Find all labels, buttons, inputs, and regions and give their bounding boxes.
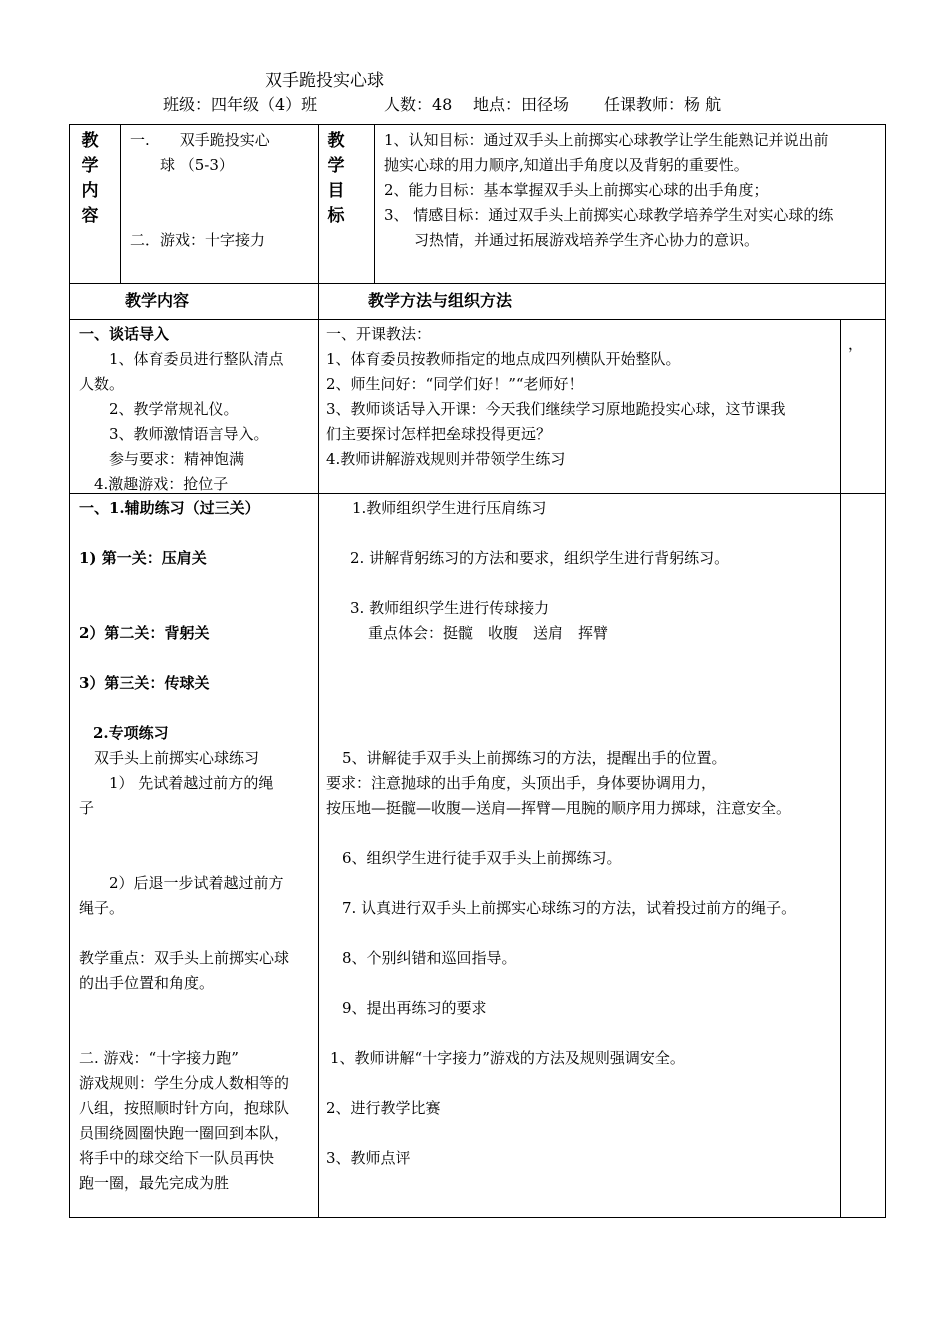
row1-mid-line: 2、师生问好：“同学们好！”“老师好！ <box>326 375 584 393</box>
content-item-2: 二．游戏：十字接力 <box>130 231 266 249</box>
game-rule-line: 跑一圈，最先完成为胜 <box>79 1174 230 1192</box>
method-line: 5、讲解徒手双手头上前掷练习的方法，提醒出手的位置。 <box>342 749 727 767</box>
row1-left-line: 2、教学常规礼仪。 <box>79 400 239 418</box>
special-practice-heading: 2.专项练习 <box>93 724 169 742</box>
game-rule-line: 游戏规则：学生分成人数相等的 <box>79 1074 290 1092</box>
goal-1: 1、认知目标：通过双手头上前掷实心球教学让学生能熟记并说出前 <box>384 131 829 149</box>
level-3: 3）第三关：传球关 <box>79 674 210 692</box>
row1-left-line: 参与要求：精神饱满 <box>79 450 245 468</box>
level-2: 2）第二关：背躬关 <box>79 624 210 642</box>
game-rule-line: 八组，按照顺时针方向，抱球队 <box>79 1099 290 1117</box>
heading-content: 教学内容 <box>125 291 190 310</box>
row1-mid-line: 3、教师谈话导入开课：今天我们继续学习原地跪投实心球，这节课我 <box>326 400 786 418</box>
method-line: 3、教师点评 <box>326 1149 411 1167</box>
method-line: 8、个别纠错和巡回指导。 <box>342 949 517 967</box>
method-line: 重点体会：挺髋 收腹 送肩 挥臂 <box>368 624 609 642</box>
special-practice-line: 1） 先试着越过前方的绳 <box>79 774 274 792</box>
row1-mid-line: 1、体育委员按教师指定的地点成四列横队开始整队。 <box>326 350 681 368</box>
location: 地点：田径场 <box>473 95 570 114</box>
row1-left-line: 4.激趣游戏：抢位子 <box>79 475 229 493</box>
special-practice-line: 2）后退一步试着越过前方 <box>79 874 284 892</box>
level-1: 1) 第一关：压肩关 <box>79 549 207 567</box>
page-title: 双手跪投实心球 <box>265 71 384 91</box>
goal-3: 3、 情感目标：通过双手头上前掷实心球教学培养学生对实心球的练 <box>384 206 834 224</box>
row1-right-mark: ， <box>848 335 864 353</box>
method-line: 6、组织学生进行徒手双手头上前掷练习。 <box>342 849 622 867</box>
method-line: 7. 认真进行双手头上前掷实心球练习的方法，试着投过前方的绳子。 <box>342 899 797 917</box>
method-line: 9、提出再练习的要求 <box>342 999 487 1017</box>
content-item-1-cont: 球 （5-3） <box>160 156 234 174</box>
game-rule-line: 员围绕圆圈快跑一圈回到本队， <box>79 1124 290 1142</box>
special-practice-line: 双手头上前掷实心球练习 <box>79 749 260 767</box>
goal-2: 2、能力目标：基本掌握双手头上前掷实心球的出手角度； <box>384 181 769 199</box>
special-practice-line: 子 <box>79 799 95 817</box>
goal-1-cont: 抛实心球的用力顺序,知道出手角度以及背躬的重要性。 <box>384 156 749 174</box>
method-line: 3. 教师组织学生进行传球接力 <box>350 599 550 617</box>
row1-mid-line: 4.教师讲解游戏规则并带领学生练习 <box>326 450 566 468</box>
goal-label: 教 学 目 标 <box>327 131 345 226</box>
aux-practice-heading: 一、1.辅助练习（过三关） <box>79 499 260 517</box>
row1-left-line: 3、教师激情语言导入。 <box>79 425 269 443</box>
content-label: 教 学 内 容 <box>81 131 99 226</box>
method-line: 按压地—挺髋—收腹—送肩—挥臂—甩腕的顺序用力掷球，注意安全。 <box>326 799 792 817</box>
content-item-1: 一. 双手跪投实心 <box>130 131 270 149</box>
method-line: 2. 讲解背躬练习的方法和要求，组织学生进行背躬练习。 <box>350 549 730 567</box>
special-practice-line: 绳子。 <box>79 899 125 917</box>
key-point: 教学重点：双手头上前掷实心球 <box>79 949 290 967</box>
method-line: 要求：注意抛球的出手角度，头顶出手，身体要协调用力， <box>326 774 717 792</box>
game-rule-line: 将手中的球交给下一队员再快 <box>79 1149 275 1167</box>
game-heading: 二. 游戏：“十字接力跑” <box>79 1049 239 1067</box>
class-info: 班级：四年级（4）班 <box>163 95 318 114</box>
row1-mid-line: 们主要探讨怎样把垒球投得更远？ <box>326 425 552 443</box>
row1-left-heading: 一、谈话导入 <box>79 325 170 343</box>
goal-3-cont: 习热情，并通过拓展游戏培养学生齐心协力的意识。 <box>414 231 760 249</box>
row1-left-line: 人数。 <box>79 375 125 393</box>
method-line: 2、进行教学比赛 <box>326 1099 441 1117</box>
method-line: 1.教师组织学生进行压肩练习 <box>352 499 547 517</box>
heading-method: 教学方法与组织方法 <box>368 291 513 310</box>
row1-left-line: 1、体育委员进行整队清点 <box>79 350 284 368</box>
method-line: 1、教师讲解“十字接力”游戏的方法及规则强调安全。 <box>330 1049 685 1067</box>
teacher: 任课教师：杨 航 <box>604 95 722 114</box>
key-point-cont: 的出手位置和角度。 <box>79 974 215 992</box>
row1-mid-line: 一、开课教法： <box>326 325 432 343</box>
student-count: 人数：48 <box>384 95 453 114</box>
